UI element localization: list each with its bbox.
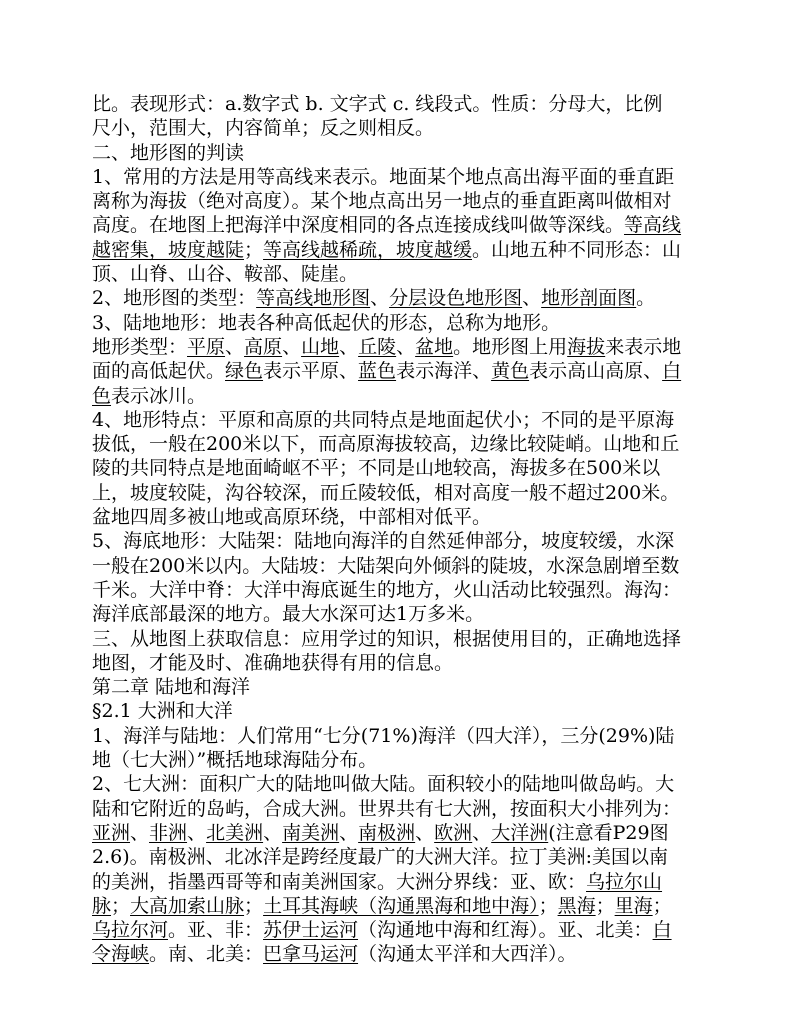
text-segment: 海洋底部最深的地方。最大水深可达1万多米。 — [92, 603, 485, 626]
underlined-text: 北美洲 — [206, 821, 264, 844]
text-segment: 5、海底地形：大陆架：陆地向海洋的自然延伸部分，坡度较缓，水深 — [92, 530, 675, 553]
text-segment: 二、地形图的判读 — [92, 141, 245, 164]
underlined-text: 黑海 — [557, 894, 596, 917]
text-segment: ； — [111, 894, 131, 917]
text-segment: 、 — [396, 335, 416, 358]
text-segment: 2、地形图的类型： — [92, 287, 257, 310]
underlined-text: 山地 — [301, 335, 340, 358]
underlined-text: 令海峡 — [92, 943, 150, 966]
text-segment: 表示平原、 — [263, 360, 359, 383]
text-segment: 高度。在地图上把海洋中深度相同的各点连接成线叫做等深线。 — [92, 214, 625, 237]
underlined-text: 乌拉尔山 — [586, 870, 663, 893]
underlined-text: 绿色 — [225, 360, 264, 383]
text-segment: 地（七大洲）”概括地球海陆分布。 — [92, 749, 378, 772]
text-segment: 来表示地 — [605, 335, 682, 358]
text-segment: 。山地五种不同形态：山 — [472, 238, 682, 261]
text-line — [92, 165, 704, 189]
text-line — [92, 554, 704, 578]
text-line — [92, 942, 704, 966]
text-line — [92, 529, 704, 553]
text-segment: 4、地形特点：平原和高原的共同特点是地面起伏小；不同的是平原海 — [92, 408, 675, 431]
text-line — [92, 213, 704, 237]
text-line — [92, 797, 704, 821]
underlined-text: 黄色 — [491, 360, 530, 383]
underlined-text: 南极洲 — [358, 821, 416, 844]
text-segment: 、 — [282, 335, 302, 358]
text-segment: 2、七大洲：面积广大的陆地叫做大陆。面积较小的陆地叫做岛屿。大 — [92, 773, 675, 796]
text-segment: 2.6)。南极洲、北冰洋是跨经度最广的大洲大洋。拉丁美洲:美国以南 — [92, 846, 669, 869]
text-segment: （沟通地中海和红海）。亚、北美： — [358, 919, 653, 942]
text-segment: 。南、北美： — [149, 943, 264, 966]
text-segment: 表示海洋、 — [396, 360, 492, 383]
text-line — [92, 602, 704, 626]
text-segment: 、 — [130, 821, 150, 844]
underlined-text: 白 — [662, 360, 682, 383]
document-page — [92, 92, 704, 967]
underlined-text: 越密集，坡度越陡 — [92, 238, 245, 261]
text-line — [92, 627, 704, 651]
underlined-text: 乌拉尔河 — [92, 919, 169, 942]
text-segment: 表示冰川。 — [111, 384, 207, 407]
text-segment: 、 — [415, 821, 435, 844]
text-line — [92, 675, 704, 699]
text-segment: 一般在200米以内。大陆坡：大陆架向外倾斜的陡坡，水深急剧增至数 — [92, 554, 680, 577]
text-line — [92, 845, 704, 869]
underlined-text: 白 — [652, 919, 672, 942]
underlined-text: 平原 — [187, 335, 226, 358]
underlined-text: 脉 — [92, 894, 112, 917]
text-line — [92, 505, 704, 529]
text-segment: 陵的共同特点是地面崎岖不平；不同是山地较高，海拔多在500米以 — [92, 457, 661, 480]
text-segment: 千米。大洋中脊：大洋中海底诞生的地方，火山活动比较强烈。海沟： — [92, 578, 682, 601]
underlined-text: 高原 — [244, 335, 283, 358]
underlined-text: 苏伊士运河 — [263, 919, 359, 942]
underlined-text: 等高线地形图 — [256, 287, 371, 310]
text-segment: （沟通太平洋和大西洋）。 — [358, 943, 577, 966]
text-segment: 、 — [522, 287, 542, 310]
text-line — [92, 894, 704, 918]
text-segment: 。地形图上用 — [453, 335, 568, 358]
text-line — [92, 335, 704, 359]
text-segment: ； — [538, 894, 558, 917]
text-segment: 1、海洋与陆地：人们常用“七分(71%)海洋（四大洋），三分(29%)陆 — [92, 724, 675, 747]
underlined-text: 地形剖面图 — [541, 287, 637, 310]
text-segment: 顶、山脊、山谷、鞍部、陡崖。 — [92, 263, 359, 286]
text-line — [92, 918, 704, 942]
underlined-text: 里海 — [614, 894, 653, 917]
text-line — [92, 384, 704, 408]
text-line — [92, 578, 704, 602]
text-segment: 地图，才能及时、准确地获得有用的信息。 — [92, 651, 454, 674]
text-segment: 、 — [263, 821, 283, 844]
underlined-text: 土耳其海峡（沟通黑海和地中海） — [263, 894, 539, 917]
text-segment: ； — [652, 894, 672, 917]
text-line — [92, 92, 704, 116]
text-segment: ； — [595, 894, 615, 917]
text-segment: 、 — [339, 821, 359, 844]
text-segment: 、 — [187, 821, 207, 844]
underlined-text: 南美洲 — [282, 821, 340, 844]
text-segment: 上，坡度较陡，沟谷较深，而丘陵较低，相对高度一般不超过200米。 — [92, 481, 680, 504]
underlined-text: 大洋洲 — [491, 821, 549, 844]
text-segment: 的美洲，指墨西哥等和南美洲国家。大洲分界线：亚、欧： — [92, 870, 587, 893]
text-line — [92, 481, 704, 505]
text-line — [92, 870, 704, 894]
text-segment: 拔低，一般在200米以下，而高原海拔较高，边缘比较陡峭。山地和丘 — [92, 433, 680, 456]
text-line — [92, 699, 704, 723]
text-line — [92, 238, 704, 262]
text-segment: 离称为海拔（绝对高度）。某个地点高出另一地点的垂直距离叫做相对 — [92, 190, 672, 213]
underlined-text: 欧洲 — [434, 821, 473, 844]
text-segment: 比。表现形式：a.数字式 b. 文字式 c. 线段式。性质：分母大，比例 — [92, 93, 663, 115]
text-segment: 。 — [636, 287, 656, 310]
underlined-text: 巴拿马运河 — [263, 943, 359, 966]
underlined-text: 分层设色地形图 — [389, 287, 523, 310]
text-line — [92, 116, 704, 140]
text-segment: 盆地四周多被山地或高原环绕，中部相对低平。 — [92, 506, 492, 529]
underlined-text: 亚洲 — [92, 821, 131, 844]
text-segment: (注意看P29图 — [548, 821, 669, 844]
text-segment: 面的高低起伏。 — [92, 360, 226, 383]
text-segment: 、 — [225, 335, 245, 358]
text-line — [92, 141, 704, 165]
text-line — [92, 821, 704, 845]
underlined-text: 蓝色 — [358, 360, 397, 383]
text-segment: 表示高山高原、 — [529, 360, 663, 383]
underlined-text: 等高线越稀疏，坡度越缓 — [263, 238, 473, 261]
text-segment: 1、常用的方法是用等高线来表示。地面某个地点高出海平面的垂直距 — [92, 165, 675, 188]
text-line — [92, 748, 704, 772]
text-line — [92, 286, 704, 310]
underlined-text: 等高线 — [624, 214, 682, 237]
text-line — [92, 456, 704, 480]
underlined-text: 大高加索山脉 — [130, 894, 245, 917]
underlined-text: 盆地 — [415, 335, 454, 358]
text-segment: 、 — [472, 821, 492, 844]
text-line — [92, 772, 704, 796]
text-segment: 陆和它附近的岛屿，合成大洲。世界共有七大洲，按面积大小排列为： — [92, 797, 682, 820]
underlined-text: 色 — [92, 384, 112, 407]
text-segment: 、 — [370, 287, 390, 310]
text-line — [92, 311, 704, 335]
text-line — [92, 432, 704, 456]
underlined-text: 海拔 — [567, 335, 606, 358]
text-segment: ； — [244, 894, 264, 917]
text-line — [92, 189, 704, 213]
underlined-text: 丘陵 — [358, 335, 397, 358]
text-segment: 第二章 陆地和海洋 — [92, 676, 251, 699]
text-line — [92, 724, 704, 748]
text-segment: 地形类型： — [92, 335, 188, 358]
text-segment: §2.1 大洲和大洋 — [92, 700, 233, 723]
text-line — [92, 262, 704, 286]
text-segment: 、 — [339, 335, 359, 358]
text-segment: 三、从地图上获取信息：应用学过的知识，根据使用目的，正确地选择 — [92, 627, 682, 650]
underlined-text: 非洲 — [149, 821, 188, 844]
text-line — [92, 359, 704, 383]
text-segment: 尺小，范围大，内容简单；反之则相反。 — [92, 117, 435, 140]
text-line — [92, 408, 704, 432]
text-line — [92, 651, 704, 675]
text-segment: 。亚、非： — [168, 919, 264, 942]
text-segment: 3、陆地地形：地表各种高低起伏的形态，总称为地形。 — [92, 311, 561, 334]
text-segment: ； — [244, 238, 264, 261]
